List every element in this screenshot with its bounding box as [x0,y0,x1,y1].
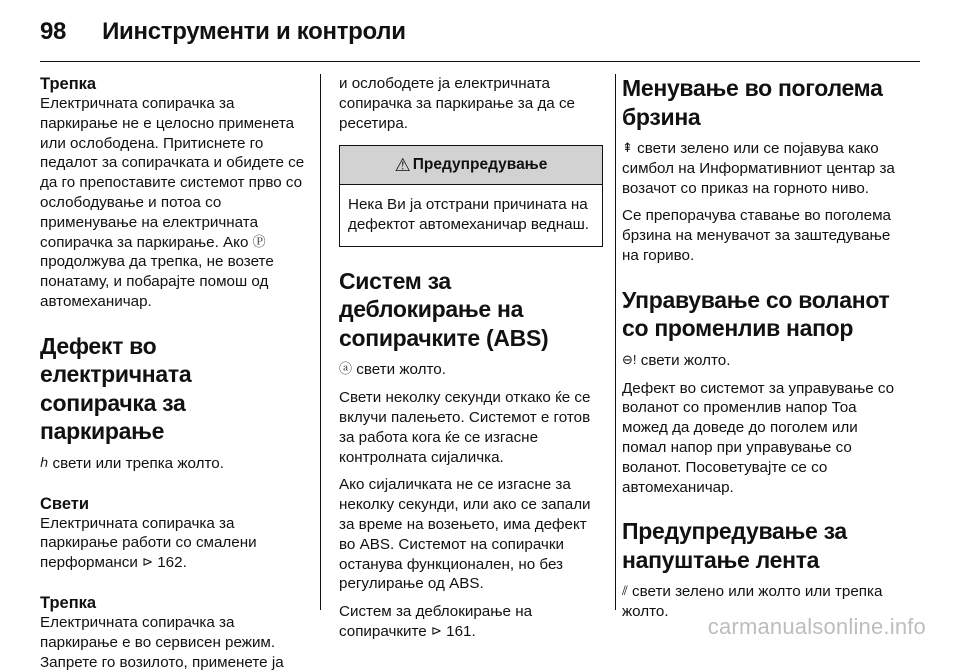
warning-box [339,145,603,247]
heading-upshift: Менување во поголема брзина [622,75,883,130]
abs-paragraph-1 [339,360,603,380]
steering-paragraph-1 [622,351,902,371]
column-3 [622,74,902,622]
abs-paragraph-4 [339,602,603,642]
abs-icon: ⓐ [339,361,353,377]
page-title: Иинструменти и контроли [102,18,406,45]
fault-text: свети или трепка жолто. [52,454,224,472]
warning-title: Предупредување [412,156,548,174]
parking-brake-icon: Ⓟ [252,233,266,249]
fault-paragraph [40,454,308,474]
upshift-paragraph-2: Се препорачува ставање во поголема брзина на менувачот за заштедување на гориво. [622,207,891,264]
subhead-lit: Свети [40,494,90,513]
warning-header [340,146,602,185]
blink-paragraph [40,94,308,312]
steering-fault-icon: ⊖! [622,351,637,367]
page-ref-icon: ⊳ [142,554,153,570]
steering-paragraph-2: Дефект во системот за управување со воланот со променлив напор Тоа можед да доведе до поголем или помал напор при управување со воланот. Посоветувајте се со автомеханичар. [622,379,895,496]
watermark: carmanualsonline.info [707,614,926,639]
lane-departure-icon: ⫽ [622,583,628,599]
column-2 [339,74,603,642]
page-ref-link[interactable]: 162. [157,554,187,572]
blink-text: Електричната сопирачка за паркирање не е целосно применета или ослободена. Притиснете го педалот за сопирачката и обидете се да го препоставите системот прво со ослободување и потоа со применување на електричната сопирачка за паркирање. Ако [40,95,305,251]
page-ref-icon: ⊳ [431,623,442,639]
abs-paragraph-2: Свети неколку секунди откако ќе се вклучи палењето. Системот е готов за работа кога ќе се изгасне контролната сијаличка. [339,389,591,466]
column-1 [40,74,308,672]
heading-brake-fault: Дефект во електричната сопирачка за паркирање [40,332,192,445]
heading-steering: Управување со воланот со променлив напор [622,286,890,342]
upshift-paragraph-1 [622,139,902,198]
steering-text-1: свети жолто. [640,351,731,369]
brake-fault-icon: ℎ [40,454,49,470]
lit-text: Електричната сопирачка за паркирање работи со смалени перформанси [40,514,257,572]
abs-text-1: свети жолто. [356,361,446,379]
upshift-icon: ⇞ [622,140,633,155]
abs-text-4: Систем за деблокирање на сопирачките [339,603,533,641]
column-divider-2 [615,74,616,610]
abs-paragraph-3: Ако сијаличката не се изгасне за неколку секунди, или ако се запали за време на возењето, има дефект во ABS. Системот на сопирачки останува функционален, но без регулирање од ABS. [339,476,591,593]
upshift-text-1: свети зелено или се појавува како симбол на Информативниот центар за возачот со приказ на горното ниво. [622,140,895,197]
heading-abs: Систем за деблокирање на сопирачките (ABS) [339,267,549,351]
heading-lane-departure: Предупредување за напуштање лента [622,518,847,573]
subhead-blink-2: Трепка [40,593,97,612]
header-rule [40,61,920,62]
lit-paragraph [40,514,308,573]
warning-icon: ⚠ [394,154,411,175]
blink-text-2: продолжува да трепка, не возете понатаму, и побарајте помош од автомеханичар. [40,253,274,310]
page-header [40,14,406,50]
page-number: 98 [40,18,67,45]
page-ref-link[interactable]: 161. [446,623,476,641]
blink2-paragraph: Електричната сопирачка за паркирање е во сервисен режим. Запрете го возилото, применете ја [40,613,284,671]
warning-text: Нека Ви ја отстрани причината на дефектот автомеханичар веднаш. [348,196,589,234]
column-divider-1 [320,74,321,610]
continued-paragraph: и ослободете ја електричната сопирачка за паркирање за да се ресетира. [339,75,576,132]
lane-text: свети зелено или жолто или трепка жолто. [622,583,883,621]
subhead-blink: Трепка [40,75,97,93]
warning-body [340,185,602,246]
